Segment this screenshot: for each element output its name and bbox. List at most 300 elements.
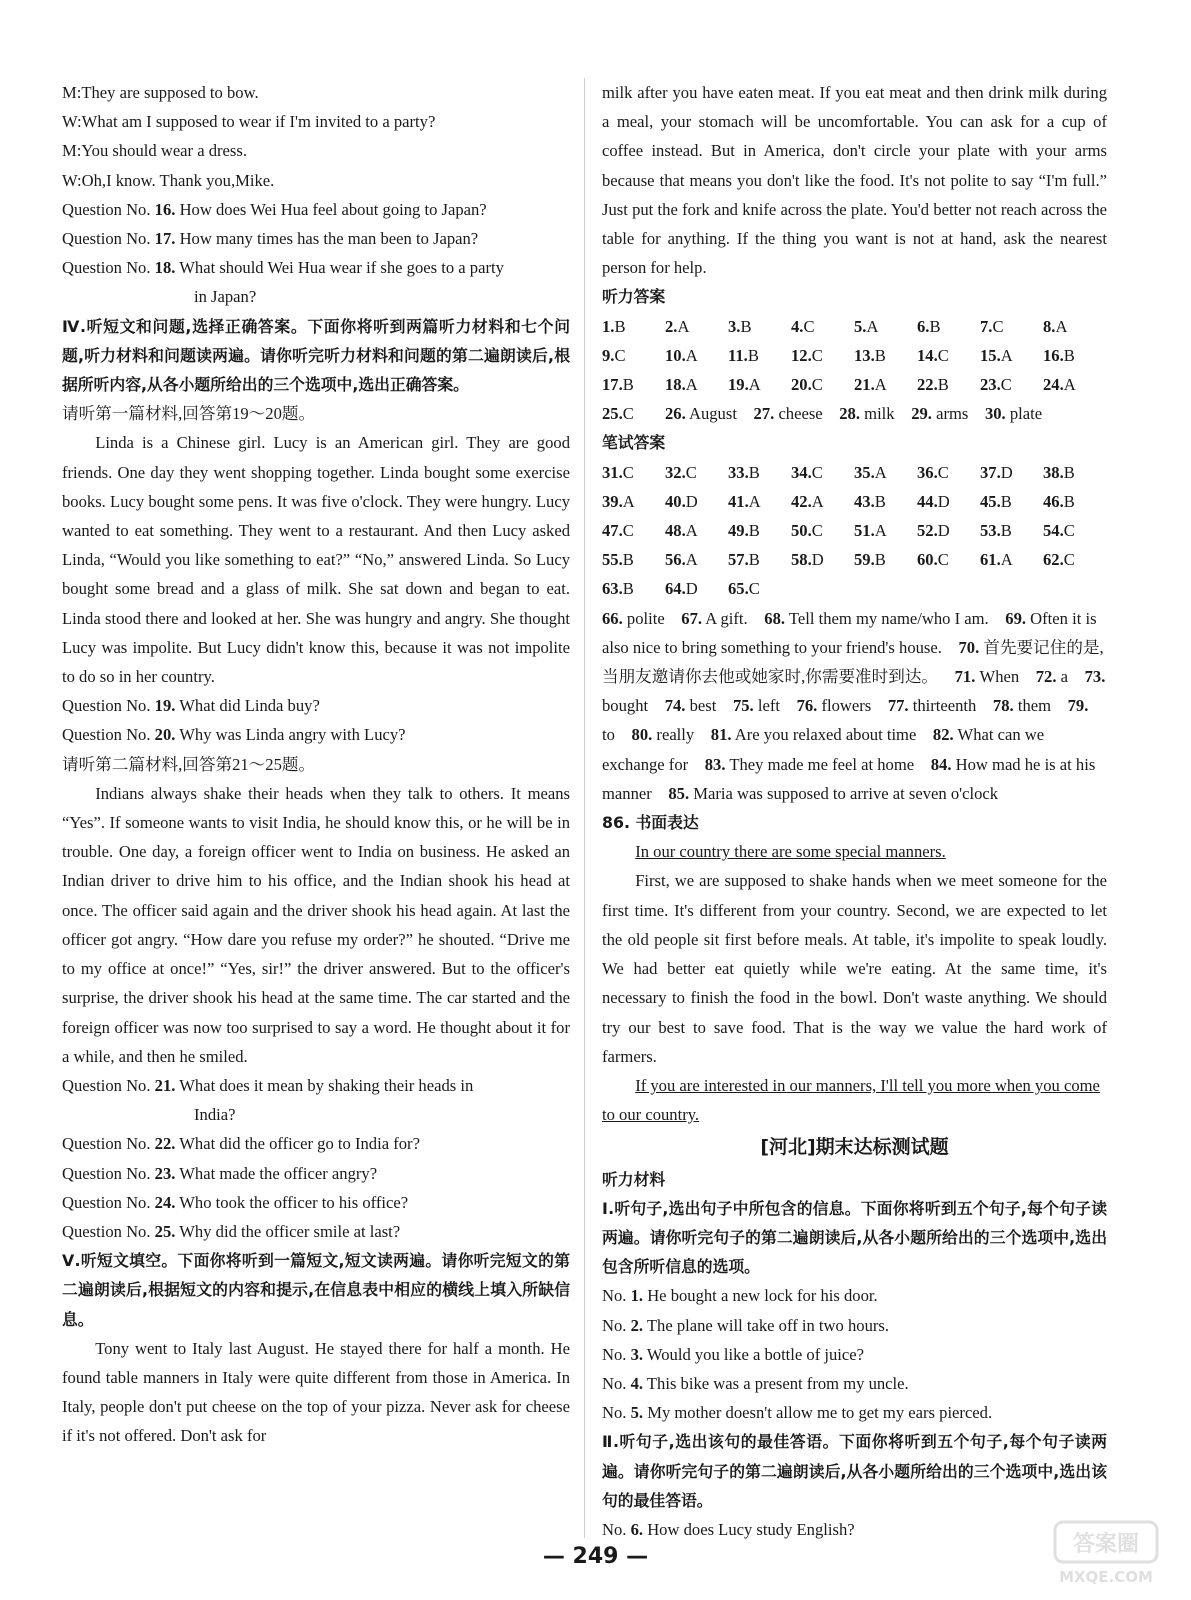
answer-number: 18. <box>665 375 686 395</box>
answer-value: C <box>811 462 823 482</box>
answer-value: B <box>874 345 886 365</box>
answer-item <box>854 312 917 341</box>
answer-number: 61. <box>980 550 1001 570</box>
dialog-lines <box>62 78 570 195</box>
answer-number: 34. <box>791 462 812 482</box>
answer-item <box>1043 341 1106 370</box>
answer-value: A <box>748 375 761 395</box>
answer-value: A <box>685 345 698 365</box>
answer-value: C <box>685 462 697 482</box>
answer-number: 44. <box>917 491 938 511</box>
answer-number: 51. <box>854 521 875 541</box>
right-column <box>602 78 1107 1544</box>
answer-value: They made me feel at home <box>729 754 915 774</box>
answer-value: D <box>937 491 950 511</box>
passage-1: Linda is a Chinese girl. Lucy is an American girl. They are good friends. One day they went shopping together. Linda bought some exercise books. Lucy bought some pens. It was five o'clock. They were hungry. Lucy wanted to eat something. They went to a restaurant. And then Lucy asked Linda, “Would you like something to eat?” “No,” answered Linda. So Lucy bought some bread and a glass of milk. She sat down and began to eat. Linda stood there and looked at her. She was hungry and angry. She thought Lucy was impolite. But Lucy didn't know this, because it was not impolite to do so in her country. <box>62 433 570 687</box>
svg-text:答案圈: 答案圈 <box>1072 1532 1140 1557</box>
question-number: 16. <box>154 199 176 219</box>
dialog-line: M:They are supposed to bow. <box>62 83 259 102</box>
answer-number: 5. <box>854 316 867 336</box>
question-label: Question No. <box>62 258 151 278</box>
answer-number: 49. <box>728 521 749 541</box>
answer-number: 52. <box>917 521 938 541</box>
question-label: No. <box>602 1344 627 1364</box>
answer-number: 69. <box>1005 608 1027 628</box>
answer-item <box>728 516 791 545</box>
answer-value: B <box>614 316 626 336</box>
answer-number: 32. <box>665 462 686 482</box>
question-label: Question No. <box>62 1134 151 1154</box>
answer-number: 31. <box>602 462 623 482</box>
answer-value: bought <box>602 696 649 716</box>
question-text: My mother doesn't allow me to get my ears pierced. <box>647 1403 993 1423</box>
question-21-continuation: India? <box>194 1105 236 1125</box>
answer-number: 45. <box>980 491 1001 511</box>
answer-item <box>791 341 854 370</box>
answer-item <box>665 545 728 574</box>
answer-number: 8. <box>1043 316 1056 336</box>
answer-number: 71. <box>954 667 976 687</box>
answer-number: 29. <box>911 404 932 424</box>
answer-item <box>665 516 728 545</box>
question-number: 1. <box>630 1286 644 1306</box>
svg-text:MXQE.COM: MXQE.COM <box>1059 1568 1153 1586</box>
question-text: What made the officer angry? <box>179 1163 378 1183</box>
answer-value: to <box>602 725 615 745</box>
answer-value: arms <box>936 404 969 424</box>
answer-item <box>602 399 665 428</box>
answer-number: 21. <box>854 375 875 395</box>
answer-value: A <box>1000 550 1013 570</box>
answer-item <box>917 516 980 545</box>
answer-value: A <box>685 521 698 541</box>
answer-item <box>1043 458 1106 487</box>
answer-item <box>854 370 917 399</box>
answer-number: 53. <box>980 521 1001 541</box>
writing-title: 86. 书面表达 <box>602 813 699 833</box>
answer-value: B <box>1063 491 1075 511</box>
answer-value: C <box>622 462 634 482</box>
question-label: Question No. <box>62 1221 151 1241</box>
answer-value: A <box>1000 345 1013 365</box>
question-text: Why did the officer smile at last? <box>179 1221 401 1241</box>
question-number: 2. <box>630 1315 644 1335</box>
questions-19-20 <box>62 691 570 749</box>
answer-number: 20. <box>791 375 812 395</box>
answer-number: 68. <box>764 608 786 628</box>
answer-number: 47. <box>602 521 623 541</box>
answer-value: B <box>622 579 634 599</box>
sentence-6: No. 6. How does Lucy study English? <box>602 1519 855 1539</box>
answer-item <box>1043 370 1106 399</box>
answer-number: 25. <box>602 404 623 424</box>
answer-value: A <box>874 375 887 395</box>
question-number: 25. <box>154 1221 176 1241</box>
answer-value: best <box>689 696 717 716</box>
written-answers-title: 笔试答案 <box>602 433 666 453</box>
answer-value: C <box>811 521 823 541</box>
question-label: Question No. <box>62 199 151 219</box>
answer-item <box>980 516 1043 545</box>
answer-value: milk <box>864 404 895 424</box>
answer-item <box>917 487 980 516</box>
answer-number: 73. <box>1084 667 1106 687</box>
answer-item <box>665 341 728 370</box>
answer-number: 63. <box>602 579 623 599</box>
answer-number: 35. <box>854 462 875 482</box>
section-4-sub2: 请听第二篇材料,回答第21～25题。 <box>62 754 316 774</box>
answer-number: 58. <box>791 550 812 570</box>
sentence-line <box>602 1281 1107 1310</box>
answer-value: C <box>622 521 634 541</box>
question-text: What did Linda buy? <box>179 696 320 716</box>
answer-value: C <box>1063 521 1075 541</box>
answer-number: 80. <box>631 725 653 745</box>
dialog-line: M:You should wear a dress. <box>62 141 247 161</box>
answer-value: What can we exchange for <box>602 725 1045 774</box>
answer-item <box>728 574 791 603</box>
answer-item <box>665 370 728 399</box>
answer-number: 72. <box>1035 667 1057 687</box>
answer-number: 59. <box>854 550 875 570</box>
answer-value: A <box>874 462 887 482</box>
question-number: 20. <box>154 725 176 745</box>
answer-value: left <box>757 696 780 716</box>
answer-value: B <box>1000 521 1012 541</box>
page-number: — 249 — <box>542 1544 649 1569</box>
answer-number: 12. <box>791 345 812 365</box>
section-4-sub1: 请听第一篇材料,回答第19～20题。 <box>62 404 316 424</box>
question-number: 5. <box>630 1403 644 1423</box>
answer-item <box>602 458 665 487</box>
answer-item <box>854 516 917 545</box>
question-number: 19. <box>154 696 176 716</box>
test-title: [河北]期末达标测试题 <box>760 1136 949 1159</box>
question-label: No. <box>602 1315 627 1335</box>
answer-item <box>854 341 917 370</box>
answer-number: 76. <box>796 696 818 716</box>
answer-value: A <box>685 375 698 395</box>
answer-item <box>917 370 980 399</box>
answer-item <box>791 370 854 399</box>
essay-last-line: If you are interested in our manners, I'll tell you more when you come to our country. <box>602 1075 1100 1125</box>
answer-item <box>980 458 1043 487</box>
answer-item <box>665 574 728 603</box>
answer-number: 39. <box>602 491 623 511</box>
question-label: Question No. <box>62 725 151 745</box>
question-line <box>62 1129 570 1158</box>
answer-number: 84. <box>930 754 952 774</box>
answer-number: 48. <box>665 521 686 541</box>
answer-number: 33. <box>728 462 749 482</box>
answer-value: C <box>1000 375 1012 395</box>
answer-number: 2. <box>665 316 678 336</box>
answer-value: A <box>748 491 761 511</box>
answer-value: B <box>748 550 760 570</box>
answer-item <box>1043 516 1106 545</box>
answer-number: 46. <box>1043 491 1064 511</box>
answer-number: 43. <box>854 491 875 511</box>
answer-item <box>602 487 665 516</box>
answer-item <box>791 545 854 574</box>
question-line <box>62 253 570 282</box>
answer-value: Are you relaxed about time <box>734 725 917 745</box>
answer-value: B <box>1063 345 1075 365</box>
answer-item <box>728 487 791 516</box>
answer-value: B <box>929 316 941 336</box>
question-number: 23. <box>154 1163 176 1183</box>
passage-3-continuation: milk after you have eaten meat. If you eat meat and then drink milk during a meal, your stomach will be uncomfortable. You can ask for a cup of coffee instead. But in America, don't circle your plate with your arms because that means you don't like the food. It's not polite to say “I'm full.” Just put the fork and knife across the plate. You'd better not reach across the table for anything. If the thing you want is not at hand, ask the nearest person for help. <box>602 83 1107 278</box>
answer-number: 17. <box>602 375 623 395</box>
question-line <box>62 1217 570 1246</box>
answer-number: 50. <box>791 521 812 541</box>
answer-number: 64. <box>665 579 686 599</box>
column-divider <box>584 78 585 1538</box>
watermark-logo <box>1051 1518 1161 1588</box>
answer-value: B <box>1000 491 1012 511</box>
answer-value: D <box>811 550 824 570</box>
answer-value: A <box>685 550 698 570</box>
answer-value: C <box>937 550 949 570</box>
question-text: What should Wei Hua wear if she goes to a party <box>179 258 504 278</box>
answer-number: 40. <box>665 491 686 511</box>
answer-number: 74. <box>664 696 686 716</box>
answer-item <box>1043 487 1106 516</box>
answer-item <box>665 487 728 516</box>
question-line <box>62 195 570 224</box>
answer-value: B <box>874 550 886 570</box>
answer-number: 38. <box>1043 462 1064 482</box>
answer-value: Tell them my name/who I am. <box>788 608 989 628</box>
sentence-line <box>602 1311 1107 1340</box>
question-text: This bike was a present from my uncle. <box>646 1373 909 1393</box>
question-label: Question No. <box>62 1163 151 1183</box>
answer-number: 56. <box>665 550 686 570</box>
sentence-line <box>602 1369 1107 1398</box>
answer-number: 57. <box>728 550 749 570</box>
answer-value: Often it is also nice to bring something to your friend's house. <box>602 608 1097 657</box>
answer-value: D <box>685 491 698 511</box>
answer-value: How mad he is at his manner <box>602 754 1096 803</box>
question-18-continuation: in Japan? <box>194 287 257 307</box>
answer-value: When <box>979 667 1020 687</box>
answer-number: 77. <box>887 696 909 716</box>
answer-value: A <box>622 491 635 511</box>
answer-item <box>602 341 665 370</box>
question-text: Would you like a bottle of juice? <box>646 1344 864 1364</box>
answer-item <box>1043 312 1106 341</box>
answer-value: C <box>811 375 823 395</box>
answer-number: 81. <box>710 725 732 745</box>
sentence-line <box>602 1398 1107 1427</box>
answer-item <box>728 370 791 399</box>
question-label: Question No. <box>62 696 151 716</box>
answer-item <box>854 545 917 574</box>
answer-tail <box>665 399 1059 428</box>
question-label: No. <box>602 1373 627 1393</box>
question-21: Question No. 21. What does it mean by shaking their heads in <box>62 1075 474 1095</box>
answer-value: C <box>614 345 626 365</box>
answer-value: B <box>622 375 634 395</box>
answer-item <box>980 370 1043 399</box>
passage-3-start: Tony went to Italy last August. He stayed there for half a month. He found table manners in Italy were quite different from those in America. In Italy, people don't put cheese on the top of your pizza. Never ask for cheese if it's not offered. Don't ask for <box>62 1338 570 1446</box>
answer-item <box>980 545 1043 574</box>
answer-item <box>917 545 980 574</box>
answer-number: 15. <box>980 345 1001 365</box>
answer-value: D <box>1000 462 1013 482</box>
answer-number: 13. <box>854 345 875 365</box>
question-text: Why was Linda angry with Lucy? <box>179 725 406 745</box>
answer-number: 42. <box>791 491 812 511</box>
answer-value: polite <box>626 608 665 628</box>
answer-item <box>665 458 728 487</box>
left-column <box>62 78 570 1451</box>
answer-item <box>728 341 791 370</box>
answer-value: C <box>748 579 760 599</box>
question-number: 17. <box>154 229 176 249</box>
listening-material-title: 听力材料 <box>602 1169 666 1189</box>
answer-item <box>980 487 1043 516</box>
answer-value: C <box>1063 550 1075 570</box>
answer-item <box>791 458 854 487</box>
answer-item <box>665 312 728 341</box>
question-label: No. <box>602 1286 627 1306</box>
sentences-1-5 <box>602 1281 1107 1427</box>
answer-value: B <box>1063 462 1075 482</box>
answer-item <box>791 487 854 516</box>
question-line <box>62 720 570 749</box>
answer-item <box>728 312 791 341</box>
answer-item <box>602 574 665 603</box>
answer-value: B <box>622 550 634 570</box>
answer-number: 26. <box>665 404 686 424</box>
answer-number: 37. <box>980 462 1001 482</box>
passage-2: Indians always shake their heads when they talk to others. It means “Yes”. If someone wants to visit India, he should know this, or he will be in trouble. One day, a foreign officer went to India on business. He asked an Indian driver to drive him to his office, and the Indian shook his head at once. The officer said again and the driver shook his head again. At last the officer got angry. “How dare you refuse my order?” he shouted. “Drive me to my office at once!” “Yes, sir!” the driver answered. But to the officer's surprise, the driver shook his head at the same time. The car started and the foreign officer was now too surprised to say a word. He thought about it for a while, and then he smiled. <box>62 783 570 1066</box>
answer-item <box>917 312 980 341</box>
questions-22-25 <box>62 1129 570 1246</box>
answer-value: C <box>622 404 634 424</box>
answer-value: A <box>811 491 824 511</box>
question-text: What did the officer go to India for? <box>179 1134 420 1154</box>
answer-value: B <box>747 345 759 365</box>
answer-value: a <box>1060 667 1069 687</box>
answer-item <box>1043 545 1106 574</box>
answer-value: really <box>656 725 695 745</box>
answer-number: 3. <box>728 316 741 336</box>
answer-item <box>791 312 854 341</box>
question-line <box>62 691 570 720</box>
answer-number: 55. <box>602 550 623 570</box>
answer-number: 9. <box>602 345 615 365</box>
answer-value: A <box>874 521 887 541</box>
answer-value: B <box>740 316 752 336</box>
answer-number: 10. <box>665 345 686 365</box>
answer-value: thirteenth <box>912 696 977 716</box>
answer-number: 83. <box>704 754 726 774</box>
section-2-instructions: Ⅱ.听句子,选出该句的最佳答语。下面你将听到五个句子,每个句子读两遍。请你听完句子的第二遍朗读后,从各小题所给出的三个选项中,选出该句的最佳答语。 <box>602 1432 1107 1510</box>
answer-number: 66. <box>602 608 623 628</box>
answer-value: C <box>937 345 949 365</box>
answer-item <box>917 341 980 370</box>
answer-value: B <box>874 491 886 511</box>
answer-number: 19. <box>728 375 749 395</box>
answer-number: 16. <box>1043 345 1064 365</box>
answer-number: 28. <box>839 404 860 424</box>
answer-value: A <box>1055 316 1068 336</box>
answer-value: C <box>803 316 815 336</box>
answer-number: 78. <box>992 696 1014 716</box>
question-text: He bought a new lock for his door. <box>647 1286 878 1306</box>
listening-answers-title: 听力答案 <box>602 287 666 307</box>
answer-item <box>980 341 1043 370</box>
essay-first-line: In our country there are some special manners. <box>635 842 946 862</box>
answer-item <box>791 516 854 545</box>
section-4-instructions: Ⅳ.听短文和问题,选择正确答案。下面你将听到两篇听力材料和七个问题,听力材料和问题读两遍。请你听完听力材料和问题的第二遍朗读后,根据所听内容,从各小题所给出的三个选项中,选出正确答案。 <box>62 316 570 395</box>
answer-item <box>728 458 791 487</box>
question-text: Who took the officer to his office? <box>179 1192 409 1212</box>
question-label: No. <box>602 1403 627 1423</box>
listening-answers <box>602 312 1107 429</box>
question-text: How many times has the man been to Japan? <box>179 229 479 249</box>
question-line <box>62 1159 570 1188</box>
answer-number: 27. <box>753 404 775 424</box>
answer-number: 79. <box>1067 696 1089 716</box>
answer-number: 22. <box>917 375 938 395</box>
answer-tail <box>602 604 1107 808</box>
question-line <box>62 1188 570 1217</box>
question-number: 18. <box>154 258 176 278</box>
question-label: Question No. <box>62 229 151 249</box>
sentence-line <box>602 1340 1107 1369</box>
answer-value: August <box>688 404 737 424</box>
question-label: Question No. <box>62 1192 151 1212</box>
answer-item <box>854 458 917 487</box>
answer-item <box>854 487 917 516</box>
answer-number: 41. <box>728 491 749 511</box>
answer-number: 14. <box>917 345 938 365</box>
answer-number: 75. <box>732 696 754 716</box>
answer-number: 60. <box>917 550 938 570</box>
question-number: 24. <box>154 1192 176 1212</box>
answer-number: 82. <box>932 725 954 745</box>
answer-value: A <box>677 316 690 336</box>
dialog-line: W:What am I supposed to wear if I'm invited to a party? <box>62 112 436 132</box>
essay-body: First, we are supposed to shake hands when we meet someone for the first time. It's different from your country. Second, we are expected to let the old people sit first before meals. At table, it's impolite to speak loudly. We had better eat quietly while we're eating. At the same time, it's necessary to finish the food in the bowl. Don't waste anything. We should try our best to save food. That is the way we value the hard work of farmers. <box>602 871 1107 1066</box>
answer-number: 11. <box>728 345 748 365</box>
answer-number: 24. <box>1043 375 1064 395</box>
answer-number: 7. <box>980 316 993 336</box>
answer-value: B <box>748 462 760 482</box>
answer-value: Maria was supposed to arrive at seven o'clock <box>693 783 999 803</box>
answer-item <box>602 545 665 574</box>
answer-value: C <box>811 345 823 365</box>
question-number: 4. <box>630 1373 644 1393</box>
written-answers <box>602 458 1107 808</box>
section-5-instructions: Ⅴ.听短文填空。下面你将听到一篇短文,短文读两遍。请你听完短文的第二遍朗读后,根据短文的内容和提示,在信息表中相应的横线上填入所缺信息。 <box>62 1251 570 1329</box>
answer-value: plate <box>1009 404 1043 424</box>
answer-value: D <box>685 579 698 599</box>
answer-number: 36. <box>917 462 938 482</box>
question-text: How does Wei Hua feel about going to Japan? <box>179 199 487 219</box>
answer-item <box>917 458 980 487</box>
answer-number: 1. <box>602 316 615 336</box>
answer-value: cheese <box>778 404 823 424</box>
answer-value: A <box>866 316 879 336</box>
answer-item <box>602 312 665 341</box>
answer-number: 85. <box>668 783 690 803</box>
answer-number: 54. <box>1043 521 1064 541</box>
answer-value: A <box>1063 375 1076 395</box>
